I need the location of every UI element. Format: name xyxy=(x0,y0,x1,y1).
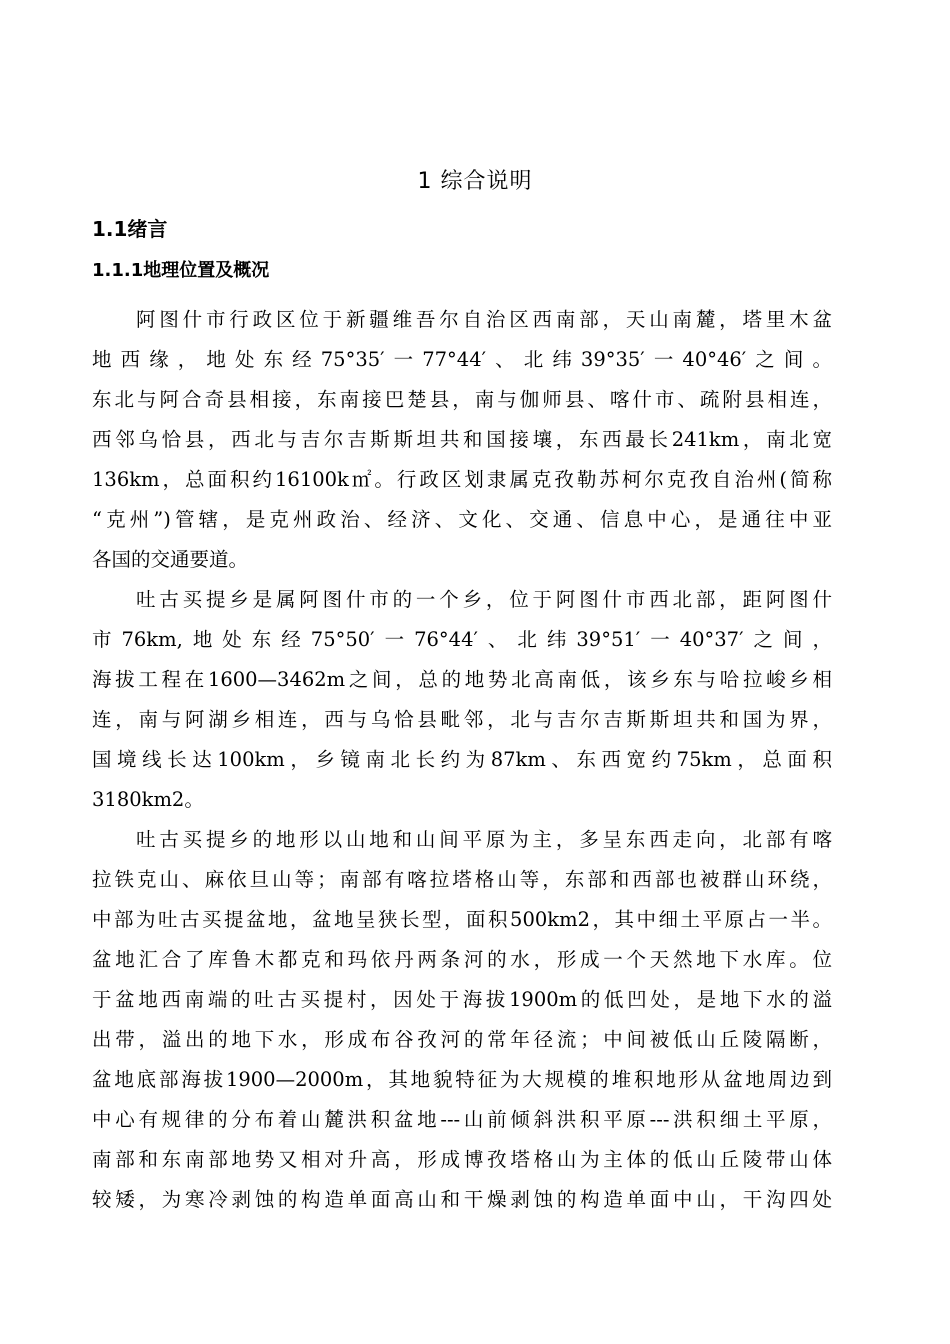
text-line: 较矮，为寒冷剥蚀的构造单面高山和干燥剥蚀的构造单面中山，干沟四处 xyxy=(92,1188,832,1211)
text-line: 东北与阿合奇县相接，东南接巴楚县，南与伽师县、喀什市、疏附县相连， xyxy=(92,388,832,411)
text-line: 盆地底部海拔1900—2000m，其地貌特征为大规模的堆积地形从盆地周边到 xyxy=(92,1068,832,1091)
text-line: 国境线长达100km，乡镜南北长约为87km、东西宽约75km，总面积 xyxy=(92,748,832,771)
text-line: 市76km,地处东经75°50′一76°44′、北纬39°51′一40°37′之间， xyxy=(92,628,832,651)
text-line: 出带，溢出的地下水，形成布谷孜河的常年径流；中间被低山丘陵隔断， xyxy=(92,1028,832,1051)
text-line: 阿图什市行政区位于新疆维吾尔自治区西南部，天山南麓，塔里木盆 xyxy=(136,308,832,331)
text-line: 136km，总面积约16100k㎡。行政区划隶属克孜勒苏柯尔克孜自治州(简称 xyxy=(92,468,832,491)
text-line: 海拔工程在1600—3462m之间，总的地势北高南低，该乡东与哈拉峻乡相 xyxy=(92,668,832,691)
text-line: 西邻乌恰县，西北与吉尔吉斯斯坦共和国接壤，东西最长241km，南北宽 xyxy=(92,428,832,451)
paragraph xyxy=(92,300,832,580)
text-line: 中部为吐古买提盆地，盆地呈狭长型，面积500km2，其中细土平原占一半。 xyxy=(92,908,832,931)
text-line: 吐古买提乡是属阿图什市的一个乡，位于阿图什市西北部，距阿图什 xyxy=(136,588,832,611)
text-line: 于盆地西南端的吐古买提村，因处于海拔1900m的低凹处，是地下水的溢 xyxy=(92,988,832,1011)
body-text xyxy=(92,300,832,1220)
text-line: 3180km2。 xyxy=(92,788,204,811)
text-line: 连，南与阿湖乡相连，西与乌恰县毗邻，北与吉尔吉斯斯坦共和国为界， xyxy=(92,708,832,731)
text-line: 各国的交通要道。 xyxy=(92,548,249,571)
paragraph xyxy=(92,580,832,820)
text-line: 地西缘，地处东经75°35′一77°44′、北纬39°35′一40°46′之间。 xyxy=(92,348,832,371)
subsection-heading: 1.1.1地理位置及概况 xyxy=(92,260,270,281)
text-line: “克州”)管辖，是克州政治、经济、文化、交通、信息中心，是通往中亚 xyxy=(92,508,832,531)
text-line: 南部和东南部地势又相对升高，形成博孜塔格山为主体的低山丘陵带山体 xyxy=(92,1148,832,1171)
paragraph xyxy=(92,820,832,1220)
chapter-title: 1 综合说明 xyxy=(417,169,533,194)
text-line: 吐古买提乡的地形以山地和山间平原为主，多呈东西走向，北部有喀 xyxy=(136,828,832,851)
text-line: 拉铁克山、麻依旦山等；南部有喀拉塔格山等，东部和西部也被群山环绕， xyxy=(92,868,832,891)
text-line: 盆地汇合了库鲁木都克和玛依丹两条河的水，形成一个天然地下水库。位 xyxy=(92,948,832,971)
text-line: 中心有规律的分布着山麓洪积盆地---山前倾斜洪积平原---洪积细土平原， xyxy=(92,1108,832,1131)
section-heading: 1.1绪言 xyxy=(92,217,168,241)
